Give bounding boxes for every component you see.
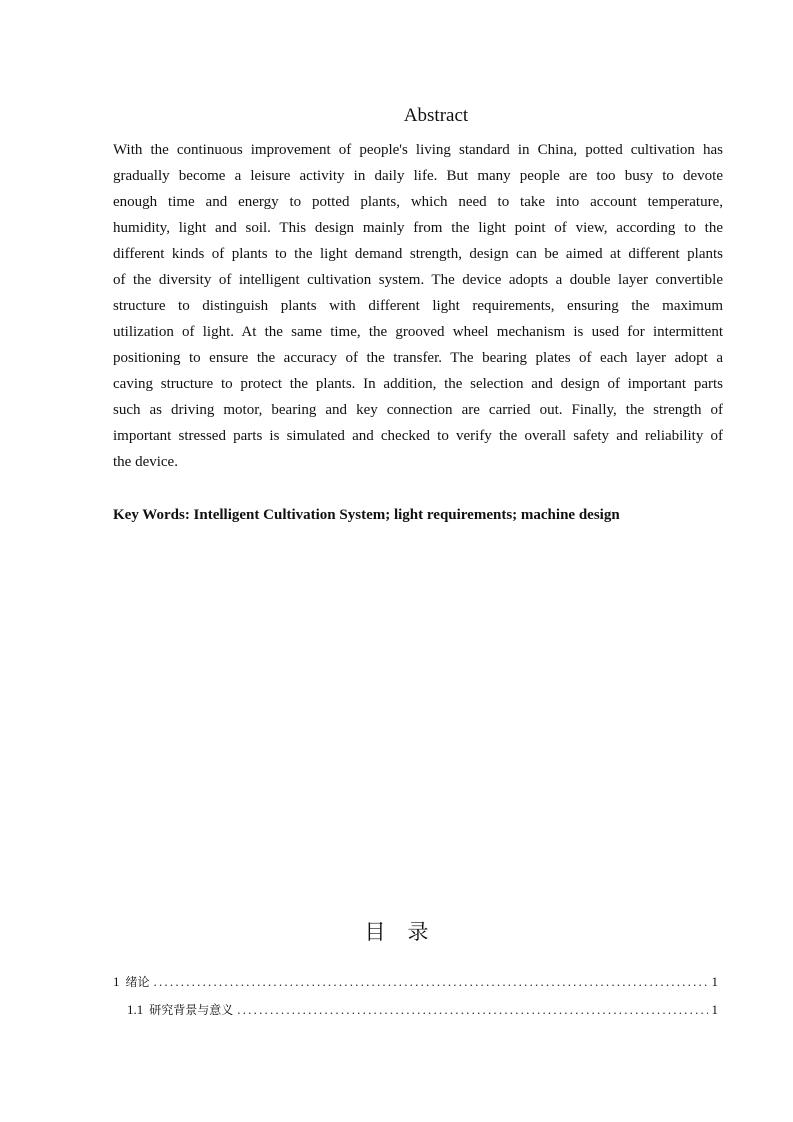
toc-title-char: 录 — [407, 920, 429, 944]
abstract-line: structure to distinguish plants with different light requirements, ensuring the maximum — [113, 298, 723, 314]
toc-entry-label: 绪论 — [125, 975, 150, 989]
abstract-line: With the continuous improvement of people's living standard in China, potted cultivation has — [113, 142, 723, 158]
abstract-line: of the diversity of intelligent cultivation system. The device adopts a double layer convertible — [113, 272, 723, 288]
abstract-line: gradually become a leisure activity in daily life. But many people are too busy to devote — [113, 168, 723, 184]
abstract-line: such as driving motor, bearing and key connection are carried out. Finally, the strength of — [113, 402, 723, 418]
abstract-line: important stressed parts is simulated and checked to verify the overall safety and reliability of — [113, 428, 723, 444]
toc-entry-chapter-1[interactable] — [113, 968, 718, 996]
toc-title — [0, 918, 793, 946]
abstract-line: humidity, light and soil. This design mainly from the light point of view, according to the — [113, 220, 723, 236]
abstract-line: different kinds of plants to the light demand strength, design can be aimed at different plants — [113, 246, 723, 262]
toc-entry-section-1-1[interactable] — [113, 996, 718, 1024]
abstract-line: utilization of light. At the same time, the grooved wheel mechanism is used for intermittent — [113, 324, 723, 340]
toc-entry-number: 1.1 — [127, 1002, 144, 1017]
toc-entry-page: 1 — [711, 1002, 718, 1017]
abstract-line: positioning to ensure the accuracy of the transfer. The bearing plates of each layer adopt a — [113, 350, 723, 366]
toc-title-char: 目 — [364, 920, 386, 944]
keywords: Key Words: Intelligent Cultivation System; light requirements; machine design — [113, 507, 620, 523]
abstract-line: enough time and energy to potted plants, which need to take into account temperature, — [113, 194, 723, 210]
toc-entry-label: 研究背景与意义 — [149, 1003, 234, 1017]
abstract-line: the device. — [113, 454, 178, 470]
toc-entry-number: 1 — [113, 974, 120, 989]
toc-entry-page: 1 — [711, 974, 718, 989]
abstract-title: Abstract — [403, 105, 469, 126]
abstract-line: caving structure to protect the plants. In addition, the selection and design of important parts — [113, 376, 723, 392]
table-of-contents — [113, 968, 718, 1024]
toc-leader-dots — [154, 968, 708, 996]
abstract-body — [113, 137, 723, 475]
toc-leader-dots — [237, 996, 707, 1024]
